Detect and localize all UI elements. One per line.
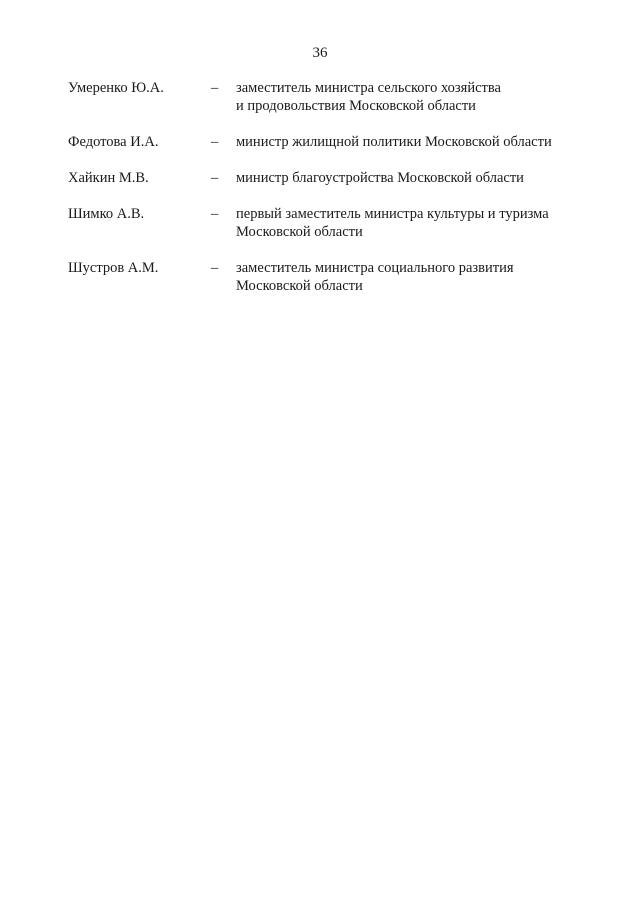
- official-role: [236, 133, 588, 151]
- list-item: [68, 79, 588, 115]
- page-number: 36: [312, 45, 328, 61]
- official-name: Хайкин М.В.: [68, 170, 149, 186]
- separator-dash: –: [211, 260, 219, 276]
- official-name: Федотова И.А.: [68, 134, 159, 150]
- role-line: министр жилищной политики Московской области: [236, 134, 552, 150]
- role-line: Московской области: [236, 224, 363, 240]
- role-line: заместитель министра социального развития: [236, 260, 514, 276]
- official-role: [236, 259, 588, 295]
- separator-dash: –: [211, 170, 219, 186]
- list-item: [68, 133, 588, 151]
- role-line: первый заместитель министра культуры и туризма: [236, 206, 549, 222]
- official-name: Умеренко Ю.А.: [68, 80, 164, 96]
- official-name: Шимко А.В.: [68, 206, 145, 222]
- official-role: [236, 169, 588, 187]
- officials-list: [68, 79, 588, 295]
- separator-dash: –: [211, 134, 219, 150]
- role-line: министр благоустройства Московской области: [236, 170, 524, 186]
- list-item: [68, 169, 588, 187]
- separator-dash: –: [211, 80, 219, 96]
- role-line: и продовольствия Московской области: [236, 98, 476, 114]
- separator-dash: –: [211, 206, 219, 222]
- role-line: заместитель министра сельского хозяйства: [236, 80, 501, 96]
- role-line: Московской области: [236, 278, 363, 294]
- official-name: Шустров А.М.: [68, 260, 159, 276]
- official-role: [236, 79, 588, 115]
- list-item: [68, 259, 588, 295]
- list-item: [68, 205, 588, 241]
- official-role: [236, 205, 588, 241]
